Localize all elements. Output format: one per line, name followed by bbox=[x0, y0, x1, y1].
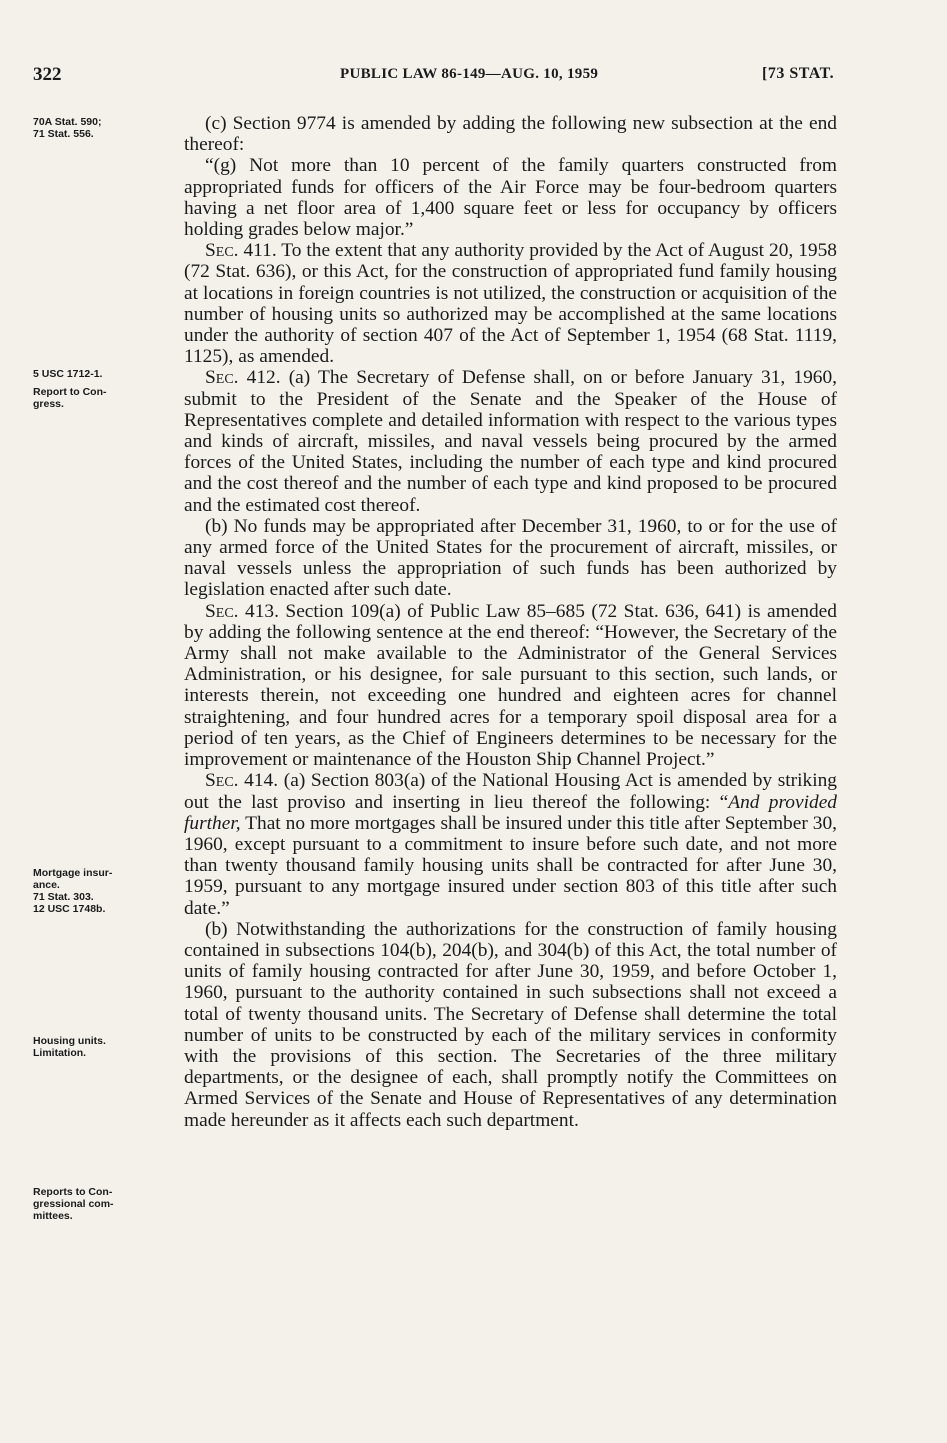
margin-note-line: 5 USC 1712-1. bbox=[33, 368, 103, 380]
margin-note-line: 12 USC 1748b. bbox=[33, 903, 106, 915]
margin-note-line: gress. bbox=[33, 398, 64, 410]
margin-note-report-to-congress bbox=[33, 386, 168, 410]
section-label: Sec. 413. bbox=[205, 600, 279, 622]
paragraph-sec-411 bbox=[184, 240, 837, 367]
margin-note-line: mittees. bbox=[33, 1210, 73, 1222]
paragraph-sec-414a bbox=[184, 770, 837, 918]
margin-note-usc bbox=[33, 368, 168, 380]
margin-note-stat-citation bbox=[33, 116, 168, 140]
margin-note-line: 71 Stat. 303. bbox=[33, 891, 94, 903]
margin-note-line: gressional com- bbox=[33, 1198, 114, 1210]
margin-note-reports-to-committees bbox=[33, 1186, 168, 1222]
section-text: (a) The Secretary of Defense shall, on or before January 31, 1960, submit to the President of the Senate and the Speaker of the House of Representatives complete and detailed information with respect to the various types and kinds of aircraft, missiles, and naval vessels being procured by the armed forces of the United States, including the number of each type and kind procured and the cost thereof and the number of each type and kind proposed to be procured and the estimated cost thereof. bbox=[184, 367, 837, 516]
paragraph-sec-413 bbox=[184, 601, 837, 771]
margin-note-line: Mortgage insur- bbox=[33, 867, 113, 879]
margin-note-line: ance. bbox=[33, 879, 60, 891]
page-number: 322 bbox=[33, 64, 62, 85]
margin-note-line: Reports to Con- bbox=[33, 1186, 113, 1198]
margin-note-line: 70A Stat. 590; bbox=[33, 116, 102, 128]
paragraph-sec-414b: (b) Notwithstanding the authorizations for the construction of family housing contained in subsections 104(b), 204(b), and 304(b) of this Act, the total number of units of family housing contracted for after June 30, 1959, and before October 1, 1960, pursuant to the authority contained in such subsections shall not exceed a total of twenty thousand units. The Secretary of Defense shall determine the total number of units to be constructed by each of the military services in conformity with the provisions of this section. The Secretaries of the three military departments, or the designee of each, shall promptly notify the Committees on Armed Services of the Senate and House of Representatives of any determination made hereunder as it affects each such department. bbox=[184, 918, 837, 1131]
paragraph-sec-412a bbox=[184, 367, 837, 515]
section-label: Sec. 414. bbox=[205, 770, 279, 792]
section-label: Sec. 411. bbox=[205, 240, 277, 262]
section-text: Section 109(a) of Public Law 85–685 (72 Stat. 636, 641) is amended by adding the following sentence at the end thereof: “However, the Secretary of the Army shall not make available to the Administrator of the General Services Administration, or his designee, for sale pursuant to this section, such lands, or interests therein, not exceeding one hundred and eighteen acres for channel straightening, and four hundred acres for a temporary spoil disposal area for a period of ten years, as the Chief of Engineers determines to be necessary for the improvement or maintenance of the Houston Ship Channel Project.” bbox=[184, 600, 837, 771]
paragraph-quoted-subsection-g: “(g) Not more than 10 percent of the family quarters constructed from appropriated funds for officers of the Air Force may be four-bedroom quarters having a net floor area of 1,400 square feet or less for occupancy by officers holding grades below major.” bbox=[184, 155, 837, 241]
margin-note-line: Limitation. bbox=[33, 1047, 87, 1059]
running-head: PUBLIC LAW 86-149—AUG. 10, 1959 bbox=[340, 66, 599, 82]
paragraph-sec-412b: (b) No funds may be appropriated after December 31, 1960, to or for the use of any armed force of the United States for the procurement of aircraft, missiles, or naval vessels unless the appropriation of such funds has been authorized by legislation enacted after such date. bbox=[184, 515, 837, 601]
margin-note-mortgage-insurance bbox=[33, 867, 168, 915]
paragraph-subsection-c: (c) Section 9774 is amended by adding the following new subsection at the end thereof: bbox=[184, 113, 837, 156]
proviso-phrase: And provided further, bbox=[184, 791, 837, 834]
margin-note-housing-units bbox=[33, 1035, 168, 1059]
margin-note-line: Report to Con- bbox=[33, 386, 107, 398]
volume-reference: [73 STAT. bbox=[762, 65, 835, 82]
margin-note-line: Housing units. bbox=[33, 1035, 106, 1047]
section-text: (a) Section 803(a) of the National Housing Act is amended by striking out the last proviso and inserting in lieu thereof the following: “ bbox=[184, 770, 837, 813]
margin-note-line: 71 Stat. 556. bbox=[33, 128, 94, 140]
section-label: Sec. 412. bbox=[205, 367, 281, 389]
statute-body bbox=[184, 113, 837, 1131]
section-text: To the extent that any authority provided by the Act of August 20, 1958 (72 Stat. 636), or this Act, for the construction of appropriated fund family housing at locations in foreign countries is not utilized, the construction or acquisition of the number of housing units so authorized may be accomplished at the same locations under the authority of section 407 of the Act of September 1, 1954 (68 Stat. 1119, 1125), as amended. bbox=[184, 240, 837, 368]
section-text: That no more mortgages shall be insured under this title after September 30, 1960, except pursuant to a commitment to insure before such date, and not more than twenty thousand family housing units shall be contracted for after June 30, 1959, pursuant to any mortgage insured under section 803 of this title after such date.” bbox=[184, 812, 837, 919]
